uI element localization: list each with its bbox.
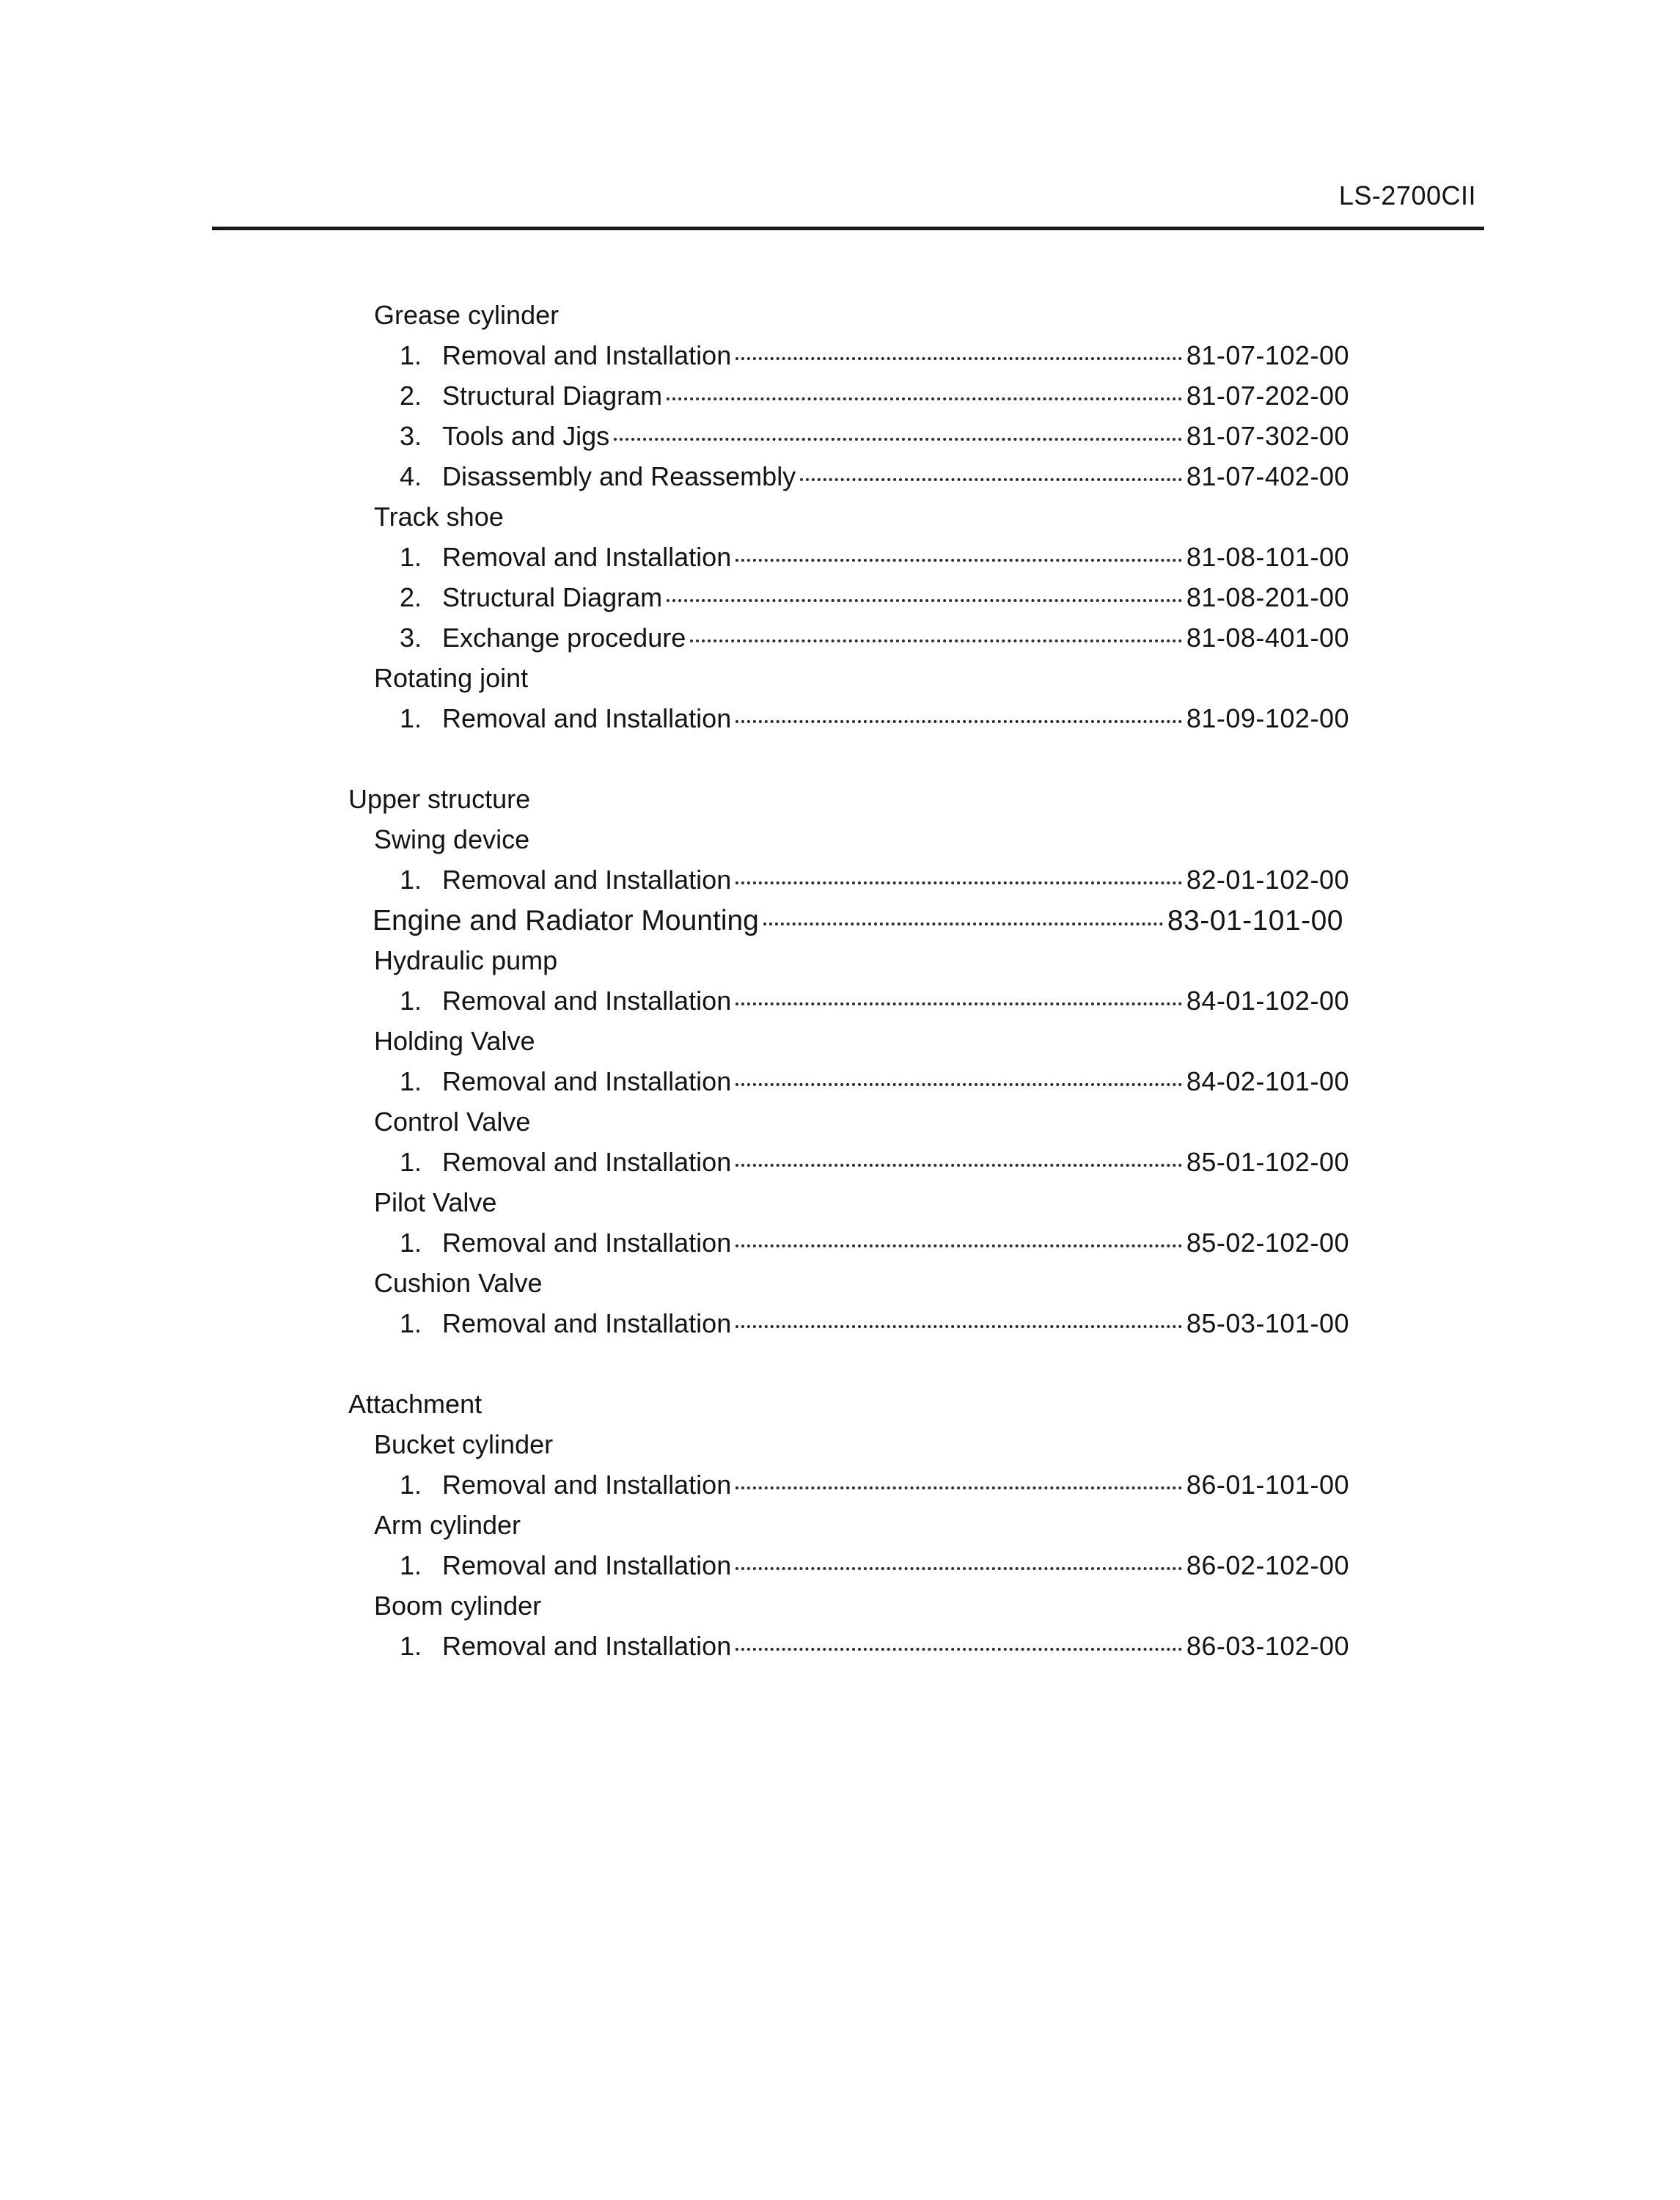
leader-dots xyxy=(667,599,1182,602)
toc-entry-engine-radiator[interactable] xyxy=(373,901,1343,942)
leader-dots xyxy=(736,1083,1182,1086)
subsection-cushion-valve: Cushion Valve xyxy=(374,1268,543,1298)
subsection-track-shoe: Track shoe xyxy=(374,502,504,532)
leader-dots xyxy=(667,397,1182,400)
entry-number: 1. xyxy=(400,1228,422,1258)
subsection-pilot-valve: Pilot Valve xyxy=(374,1187,497,1217)
toc-entry[interactable] xyxy=(400,537,1349,578)
subsection-grease-cylinder: Grease cylinder xyxy=(374,300,560,330)
entry-page: 83-01-101-00 xyxy=(1167,905,1343,936)
entry-number: 1. xyxy=(400,1147,422,1177)
entry-title: Tools and Jigs xyxy=(442,421,610,451)
entry-title: Removal and Installation xyxy=(442,1550,732,1580)
entry-number: 1. xyxy=(400,340,422,370)
entry-page: 84-01-102-00 xyxy=(1186,986,1349,1016)
entry-page: 81-08-101-00 xyxy=(1186,542,1349,572)
subsection-swing-device: Swing device xyxy=(374,824,530,854)
leader-dots xyxy=(736,1164,1182,1167)
entry-title: Removal and Installation xyxy=(442,542,732,572)
leader-dots xyxy=(614,438,1182,441)
entry-title: Removal and Installation xyxy=(442,1147,732,1177)
leader-dots xyxy=(736,881,1182,884)
toc-entry[interactable] xyxy=(400,859,1349,901)
entry-number: 1. xyxy=(400,1631,422,1661)
entry-page: 81-08-201-00 xyxy=(1186,582,1349,612)
entry-title: Removal and Installation xyxy=(442,703,732,733)
entry-number: 4. xyxy=(400,461,422,491)
entry-number: 1. xyxy=(400,1066,422,1096)
entry-page: 85-02-102-00 xyxy=(1186,1228,1349,1258)
section-attachment: Attachment xyxy=(348,1389,483,1419)
entry-page: 81-08-401-00 xyxy=(1186,623,1349,653)
document-code: LS-2700CII xyxy=(1338,180,1476,210)
entry-page: 81-09-102-00 xyxy=(1186,703,1349,733)
leader-dots xyxy=(736,1486,1182,1489)
entry-title: Disassembly and Reassembly xyxy=(442,461,796,491)
leader-dots xyxy=(736,1567,1182,1570)
entry-title: Removal and Installation xyxy=(442,1308,732,1338)
entry-number: 2. xyxy=(400,381,422,411)
toc-entry[interactable] xyxy=(400,1545,1349,1586)
entry-title: Removal and Installation xyxy=(442,1631,732,1661)
subsection-rotating-joint: Rotating joint xyxy=(374,663,529,693)
entry-title: Removal and Installation xyxy=(442,865,732,895)
subsection-boom-cylinder: Boom cylinder xyxy=(374,1591,542,1621)
toc-entry[interactable] xyxy=(400,456,1349,497)
entry-number: 2. xyxy=(400,582,422,612)
entry-number: 1. xyxy=(400,1308,422,1338)
entry-page: 81-07-202-00 xyxy=(1186,381,1349,411)
entry-number: 1. xyxy=(400,542,422,572)
subsection-arm-cylinder: Arm cylinder xyxy=(374,1510,521,1540)
entry-number: 3. xyxy=(400,623,422,653)
leader-dots xyxy=(736,1648,1182,1651)
toc-entry[interactable] xyxy=(400,1142,1349,1183)
toc-entry[interactable] xyxy=(400,1303,1349,1344)
entry-title: Exchange procedure xyxy=(442,623,686,653)
toc-entry[interactable] xyxy=(400,1222,1349,1264)
toc-entry[interactable] xyxy=(400,1061,1349,1102)
entry-number: 1. xyxy=(400,703,422,733)
toc-entry[interactable] xyxy=(400,375,1349,417)
entry-page: 81-07-302-00 xyxy=(1186,421,1349,451)
leader-dots xyxy=(690,639,1182,642)
leader-dots xyxy=(736,1244,1182,1247)
entry-page: 86-01-101-00 xyxy=(1186,1470,1349,1500)
leader-dots xyxy=(736,1325,1182,1328)
entry-number: 1. xyxy=(400,1470,422,1500)
toc-entry[interactable] xyxy=(400,577,1349,618)
entry-page: 85-01-102-00 xyxy=(1186,1147,1349,1177)
toc-entry[interactable] xyxy=(400,617,1349,659)
subsection-control-valve: Control Valve xyxy=(374,1107,531,1137)
subsection-bucket-cylinder: Bucket cylinder xyxy=(374,1429,554,1459)
entry-title: Removal and Installation xyxy=(442,340,732,370)
entry-title: Removal and Installation xyxy=(442,986,732,1016)
entry-page: 81-07-102-00 xyxy=(1186,340,1349,370)
entry-title: Structural Diagram xyxy=(442,582,663,612)
entry-number: 1. xyxy=(400,1550,422,1580)
leader-dots xyxy=(763,923,1163,925)
toc-entry[interactable] xyxy=(400,698,1349,739)
entry-page: 85-03-101-00 xyxy=(1186,1308,1349,1338)
entry-title: Removal and Installation xyxy=(442,1228,732,1258)
entry-page: 86-03-102-00 xyxy=(1186,1631,1349,1661)
subsection-holding-valve: Holding Valve xyxy=(374,1026,535,1056)
subsection-hydraulic-pump: Hydraulic pump xyxy=(374,945,558,975)
leader-dots xyxy=(736,720,1182,723)
leader-dots xyxy=(736,357,1182,360)
leader-dots xyxy=(800,478,1182,481)
toc-entry[interactable] xyxy=(400,980,1349,1022)
leader-dots xyxy=(736,559,1182,562)
entry-title: Removal and Installation xyxy=(442,1066,732,1096)
entry-number: 3. xyxy=(400,421,422,451)
section-upper-structure: Upper structure xyxy=(348,784,531,814)
header-rule xyxy=(212,227,1484,230)
entry-page: 82-01-102-00 xyxy=(1186,865,1349,895)
entry-page: 81-07-402-00 xyxy=(1186,461,1349,491)
entry-title: Removal and Installation xyxy=(442,1470,732,1500)
entry-title: Engine and Radiator Mounting xyxy=(373,905,759,936)
leader-dots xyxy=(736,1002,1182,1005)
entry-page: 86-02-102-00 xyxy=(1186,1550,1349,1580)
entry-title: Structural Diagram xyxy=(442,381,663,411)
entry-number: 1. xyxy=(400,865,422,895)
toc-entry[interactable] xyxy=(400,1626,1349,1667)
toc-entry[interactable] xyxy=(400,1464,1349,1506)
toc-entry[interactable] xyxy=(400,335,1349,376)
toc-entry[interactable] xyxy=(400,416,1349,457)
entry-page: 84-02-101-00 xyxy=(1186,1066,1349,1096)
entry-number: 1. xyxy=(400,986,422,1016)
